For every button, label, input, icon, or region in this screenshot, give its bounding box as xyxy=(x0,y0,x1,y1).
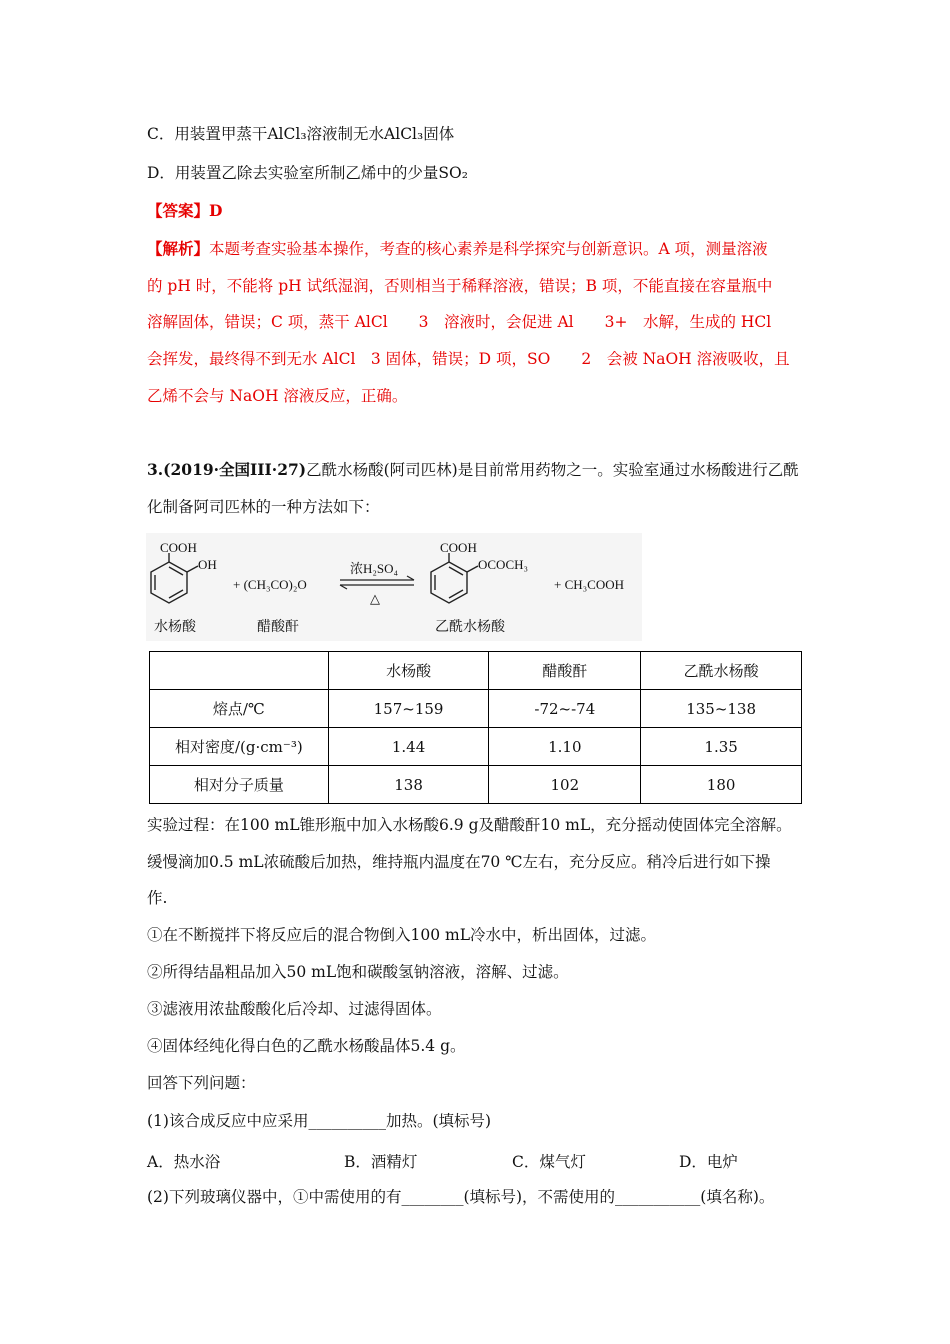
sub-question-1: (1)该合成反应中应采用__________加热。(填标号) xyxy=(147,1112,492,1130)
table-cell: 102 xyxy=(489,766,641,804)
r1-name: 水杨酸 xyxy=(154,619,196,635)
table-cell: -72~-74 xyxy=(489,690,641,728)
p1-group-1: COOH xyxy=(440,540,477,555)
table-cell: 相对密度/(g·cm⁻³) xyxy=(150,728,329,766)
answer-line xyxy=(147,201,222,221)
procedure-step-1: ①在不断搅拌下将反应后的混合物倒入100 mL冷水中，析出固体，过滤。 xyxy=(147,926,657,944)
question-3-source: 3.(2019·全国III·27) xyxy=(147,460,307,479)
r1-group-2: OH xyxy=(198,557,217,572)
table-cell: 相对分子质量 xyxy=(150,766,329,804)
table-row xyxy=(150,766,802,804)
procedure-step-3: ③滤液用浓盐酸酸化后冷却、过滤得固体。 xyxy=(147,1000,442,1018)
question-3-line-1 xyxy=(147,460,799,480)
byproduct: + CH₃COOH xyxy=(554,577,625,592)
sub1-option-d: D．电炉 xyxy=(679,1153,738,1171)
option-d: D．用装置乙除去实验室所制乙烯中的少量SO₂ xyxy=(147,164,468,182)
sub1-option-a: A．热水浴 xyxy=(147,1153,221,1171)
sub1-option-b: B．酒精灯 xyxy=(344,1153,418,1171)
condition-bottom: △ xyxy=(370,591,380,606)
condition-top: 浓H₂SO₄ xyxy=(350,561,399,576)
r2-name: 醋酸酐 xyxy=(257,619,299,635)
table-header-cell xyxy=(150,652,329,690)
reaction-arrow xyxy=(340,576,414,589)
answer-label: 【答案】 xyxy=(147,201,210,220)
table-row xyxy=(150,728,802,766)
table-header-cell: 水杨酸 xyxy=(328,652,489,690)
r1-group-1: COOH xyxy=(160,540,197,555)
question-3-intro-2: 化制备阿司匹林的一种方法如下： xyxy=(147,498,380,516)
table-header-cell: 乙酰水杨酸 xyxy=(641,652,802,690)
table-header-cell: 醋酸酐 xyxy=(489,652,641,690)
table-cell: 157~159 xyxy=(328,690,489,728)
procedure-line-2: 缓慢滴加0.5 mL浓硫酸后加热，维持瓶内温度在70 ℃左右，充分反应。稍冷后进行如下操 xyxy=(147,853,771,871)
table-cell: 熔点/℃ xyxy=(150,690,329,728)
procedure-step-4: ④固体经纯化得白色的乙酰水杨酸晶体5.4 g。 xyxy=(147,1037,466,1055)
option-c: C．用装置甲蒸干AlCl₃溶液制无水AlCl₃固体 xyxy=(147,125,455,143)
analysis-line-1 xyxy=(147,239,768,259)
procedure-line-1: 实验过程：在100 mL锥形瓶中加入水杨酸6.9 g及醋酸酐10 mL，充分摇动使固体完全溶解。 xyxy=(147,816,792,834)
table-cell: 1.35 xyxy=(641,728,802,766)
question-3-intro-1: 乙酰水杨酸(阿司匹林)是目前常用药物之一。实验室通过水杨酸进行乙酰 xyxy=(306,461,799,479)
table-cell: 180 xyxy=(641,766,802,804)
table-row xyxy=(150,690,802,728)
properties-table xyxy=(149,651,802,804)
table-cell: 138 xyxy=(328,766,489,804)
table-cell: 1.44 xyxy=(328,728,489,766)
analysis-line-2: 的 pH 时，不能将 pH 试纸湿润，否则相当于稀释溶液，错误；B 项，不能直接在容量瓶中 xyxy=(147,277,773,295)
procedure-line-3: 作. xyxy=(147,889,168,907)
table-cell: 1.10 xyxy=(489,728,641,766)
reagent-plus: + (CH₃CO)₂O xyxy=(233,577,307,592)
analysis-line-3: 溶解固体，错误；C 项，蒸干 AlCl 3 溶液时，会促进 Al 3+ 水解，生成的 HCl xyxy=(147,313,772,331)
p1-name: 乙酰水杨酸 xyxy=(435,619,505,635)
analysis-line-5: 乙烯不会与 NaOH 溶液反应，正确。 xyxy=(147,387,408,405)
table-cell: 135~138 xyxy=(641,690,802,728)
aspirin-ring xyxy=(431,553,478,603)
questions-prompt: 回答下列问题： xyxy=(147,1074,256,1092)
analysis-line-4: 会挥发，最终得不到无水 AlCl 3 固体，错误；D 项，SO 2 会被 NaOH 溶液吸收，且 xyxy=(147,350,790,368)
sub-question-2: (2)下列玻璃仪器中，①中需使用的有________(填标号)，不需使用的___________(填名称)。 xyxy=(147,1188,775,1206)
reaction-scheme xyxy=(146,533,642,641)
table-header-row xyxy=(150,652,802,690)
sub1-option-c: C．煤气灯 xyxy=(512,1153,586,1171)
answer-value: D xyxy=(209,201,223,220)
salicylic-acid-ring xyxy=(151,553,198,603)
procedure-step-2: ②所得结晶粗品加入50 mL饱和碳酸氢钠溶液，溶解、过滤。 xyxy=(147,963,569,981)
analysis-label: 【解析】 xyxy=(147,239,210,258)
analysis-text-1: 本题考查实验基本操作，考查的核心素养是科学探究与创新意识。A 项，测量溶液 xyxy=(209,240,768,258)
p1-group-2: OCOCH₃ xyxy=(478,557,529,572)
